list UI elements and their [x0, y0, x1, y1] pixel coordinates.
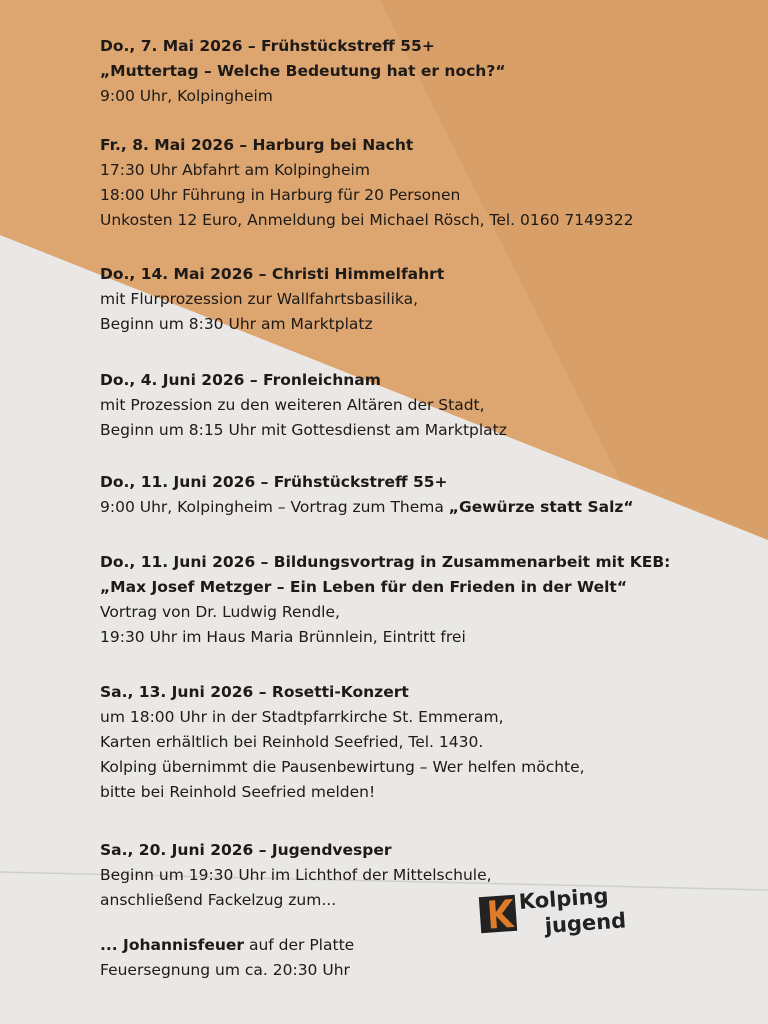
- event-title: Fr., 8. Mai 2026 – Harburg bei Nacht: [100, 136, 414, 154]
- event-item: [100, 368, 740, 443]
- event-detail: um 18:00 Uhr in der Stadtpfarrkirche St. Emmeram,: [100, 708, 504, 726]
- event-detail: 9:00 Uhr, Kolpingheim: [100, 87, 273, 105]
- event-detail: bitte bei Reinhold Seefried melden!: [100, 783, 376, 801]
- closing-line: [100, 933, 740, 958]
- event-detail-text: 9:00 Uhr, Kolpingheim – Vortrag zum Thema: [100, 498, 449, 516]
- event-title: Do., 4. Juni 2026 – Fronleichnam: [100, 371, 381, 389]
- event-title: Do., 14. Mai 2026 – Christi Himmelfahrt: [100, 265, 445, 283]
- event-detail: Kolping übernimmt die Pausenbewirtung – Wer helfen möchte,: [100, 758, 585, 776]
- event-item: [100, 470, 740, 520]
- event-detail: Beginn um 19:30 Uhr im Lichthof der Mittelschule,: [100, 866, 492, 884]
- event-title: Do., 7. Mai 2026 – Frühstückstreff 55+: [100, 37, 435, 55]
- event-detail: 17:30 Uhr Abfahrt am Kolpingheim: [100, 161, 370, 179]
- event-subtitle: „Max Josef Metzger – Ein Leben für den Frieden in der Welt“: [100, 578, 627, 596]
- event-detail: Beginn um 8:30 Uhr am Marktplatz: [100, 315, 373, 333]
- kolping-jugend-logo: [478, 883, 638, 948]
- event-detail: Beginn um 8:15 Uhr mit Gottesdienst am Marktplatz: [100, 421, 507, 439]
- event-item: [100, 133, 740, 233]
- event-detail: mit Flurprozession zur Wallfahrtsbasilika,: [100, 290, 419, 308]
- event-item: [100, 680, 740, 805]
- closing-detail: Feuersegnung um ca. 20:30 Uhr: [100, 961, 350, 979]
- logo-text-line2: jugend: [544, 908, 627, 938]
- event-item: [100, 34, 740, 109]
- event-detail: Karten erhältlich bei Reinhold Seefried, Tel. 1430.: [100, 733, 484, 751]
- event-item: [100, 262, 740, 337]
- event-detail: Unkosten 12 Euro, Anmeldung bei Michael Rösch, Tel. 0160 7149322: [100, 211, 634, 229]
- event-subtitle: „Muttertag – Welche Bedeutung hat er noch?“: [100, 62, 506, 80]
- event-item: [100, 838, 740, 913]
- event-detail: Vortrag von Dr. Ludwig Rendle,: [100, 603, 340, 621]
- event-title: Sa., 20. Juni 2026 – Jugendvesper: [100, 841, 392, 859]
- closing-text: auf der Platte: [244, 936, 355, 954]
- event-detail: mit Prozession zu den weiteren Altären der Stadt,: [100, 396, 485, 414]
- event-detail: 18:00 Uhr Führung in Harburg für 20 Personen: [100, 186, 461, 204]
- event-item: [100, 550, 740, 650]
- closing-item: [100, 933, 740, 983]
- event-title: Do., 11. Juni 2026 – Bildungsvortrag in Zusammenarbeit mit KEB:: [100, 553, 671, 571]
- event-title: Do., 11. Juni 2026 – Frühstückstreff 55+: [100, 473, 448, 491]
- logo-text-line1: Kolping: [518, 883, 610, 914]
- event-detail: [100, 495, 740, 520]
- event-detail: 19:30 Uhr im Haus Maria Brünnlein, Eintritt frei: [100, 628, 466, 646]
- kolping-k-icon: [478, 888, 520, 936]
- closing-highlight: ... Johannisfeuer: [100, 936, 245, 954]
- event-detail: anschließend Fackelzug zum...: [100, 891, 337, 909]
- event-title: Sa., 13. Juni 2026 – Rosetti-Konzert: [100, 683, 409, 701]
- event-topic: „Gewürze statt Salz“: [448, 498, 634, 516]
